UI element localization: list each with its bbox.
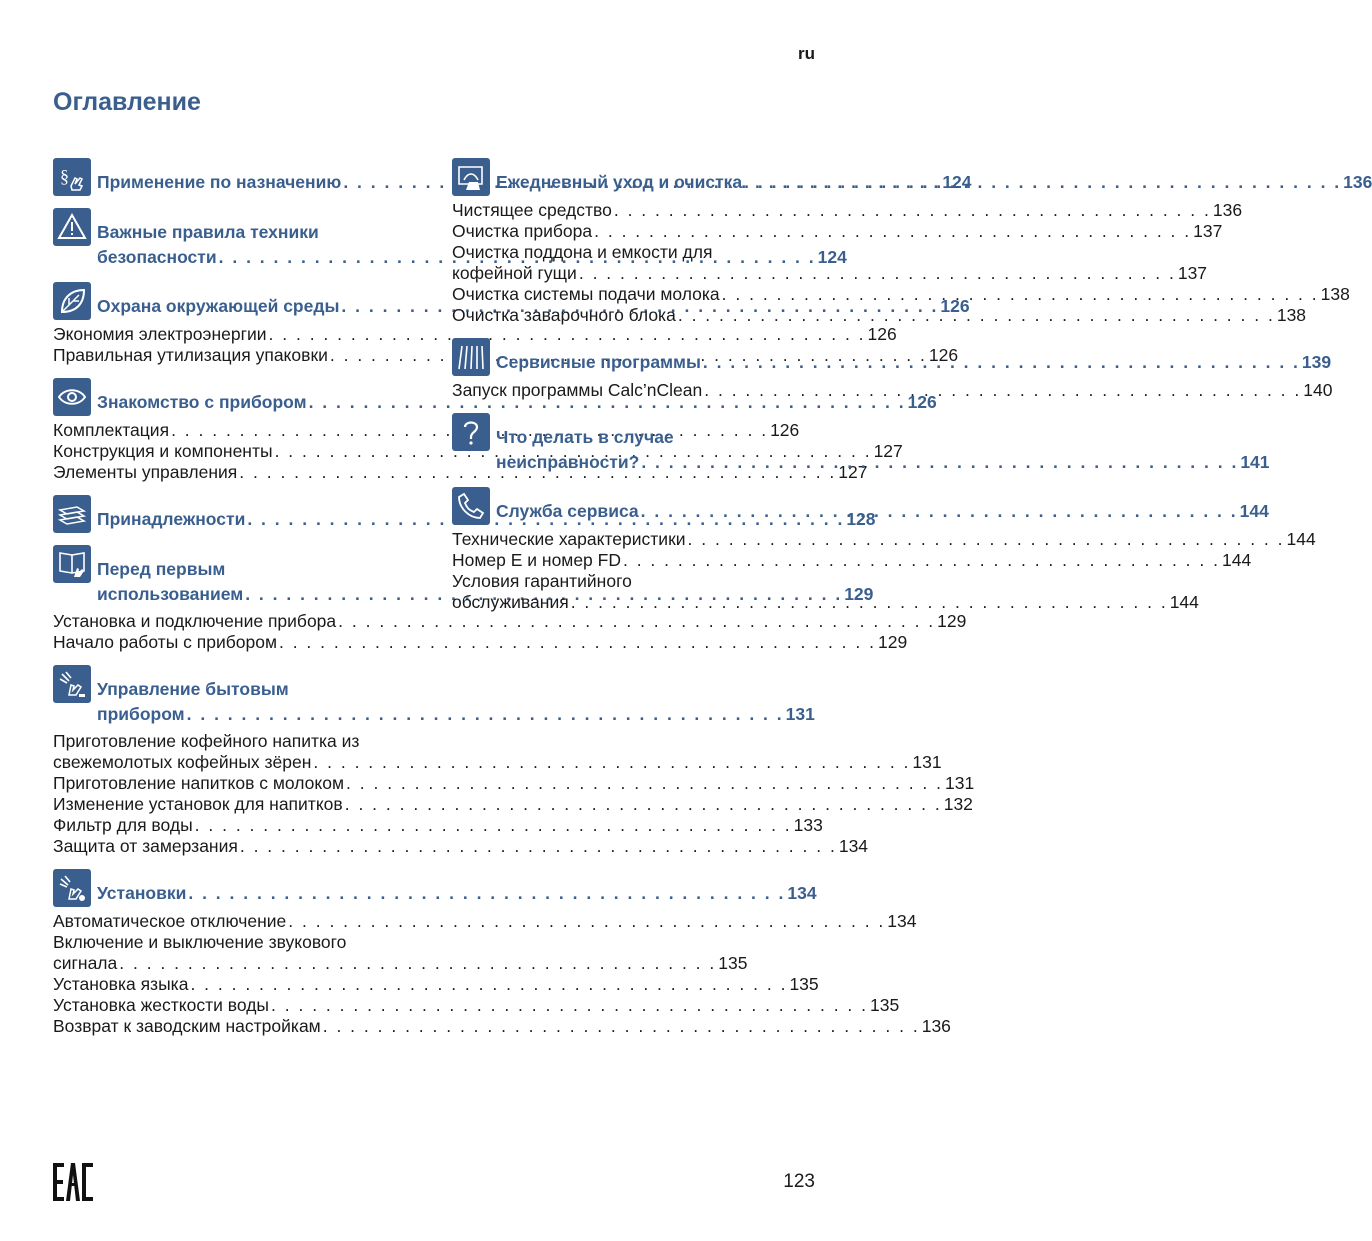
- dot-leader: [311, 752, 912, 773]
- section-page: 139: [1301, 352, 1332, 372]
- entry-page: 140: [1303, 380, 1333, 400]
- entry-page: 144: [1169, 592, 1199, 612]
- phone-icon: [452, 487, 490, 525]
- dot-leader: [343, 794, 944, 815]
- toc-entry[interactable]: [53, 1016, 951, 1037]
- entry-row: [452, 221, 1223, 242]
- dot-leader: [639, 450, 1240, 475]
- entry-row: [53, 953, 748, 974]
- toc-entry[interactable]: [53, 324, 897, 345]
- eac-mark-icon: [53, 1163, 93, 1201]
- entry-page: 135: [870, 995, 900, 1015]
- dot-leader: [639, 499, 1240, 524]
- dot-leader: [277, 632, 878, 653]
- warning-triangle-icon: [53, 208, 91, 246]
- entry-page: 144: [1286, 529, 1316, 549]
- section-page: 128: [846, 509, 876, 529]
- entry-text: Очистка заварочного блока: [452, 305, 676, 325]
- question-icon: [452, 413, 490, 451]
- toc-entry[interactable]: [452, 529, 1316, 550]
- entry-page: 129: [937, 611, 967, 631]
- section-title-text: Сервисные программы: [496, 352, 701, 372]
- language-code: ru: [798, 44, 815, 63]
- section-title-text: Охрана окружающей среды: [97, 296, 340, 316]
- toc-section: [53, 665, 975, 857]
- section-title-text: Применение по назначению: [97, 172, 342, 192]
- dot-leader: [238, 836, 839, 857]
- entry-text: Правильная утилизация упаковки: [53, 345, 328, 365]
- entry-text: Экономия электроэнергии: [53, 324, 267, 344]
- dot-leader: [569, 592, 1170, 613]
- dot-leader: [186, 881, 787, 906]
- entry-row: [53, 995, 900, 1016]
- section-title-row: [496, 170, 1372, 195]
- toc-entry[interactable]: [53, 611, 967, 632]
- entry-row: [452, 200, 1243, 221]
- section-title-line: Важные правила техники: [97, 222, 319, 242]
- entry-row: [452, 380, 1333, 401]
- page-title: Оглавление: [53, 88, 201, 116]
- section-title-row: [496, 499, 1269, 524]
- entry-row: [452, 263, 1208, 284]
- dot-leader: [577, 263, 1178, 284]
- entry-text: Комплектация: [53, 420, 170, 440]
- toc-entry[interactable]: [53, 911, 917, 932]
- dot-leader: [701, 350, 1302, 375]
- dot-leader: [612, 200, 1213, 221]
- entry-text: Установка языка: [53, 974, 189, 994]
- section-title: [496, 158, 1372, 195]
- hand-wipe-icon: [452, 158, 490, 196]
- entry-text: Технические характеристики: [452, 529, 686, 549]
- eye-icon: [53, 378, 91, 416]
- toc-entry[interactable]: [452, 221, 1223, 242]
- entry-row: [53, 815, 823, 836]
- entry-text: Установка жесткости воды: [53, 995, 270, 1015]
- section-page: 124: [942, 172, 972, 192]
- entry-row: [53, 974, 819, 995]
- section-title: [496, 487, 1269, 524]
- section-page: 124: [817, 247, 847, 267]
- service-streams-icon: [452, 338, 490, 376]
- dot-leader: [117, 953, 718, 974]
- toc-entry[interactable]: [53, 836, 869, 857]
- entry-page: 126: [928, 345, 959, 365]
- entry-text: Номер E и номер FD: [452, 550, 621, 570]
- toc-entry[interactable]: [53, 794, 973, 815]
- section-title-text: Установки: [97, 883, 187, 903]
- entry-text: Начало работы с прибором: [53, 632, 277, 652]
- entry-text-line: Приготовление кофейного напитка из: [53, 731, 360, 751]
- toc-entry[interactable]: [53, 773, 975, 794]
- toc-entry[interactable]: [53, 974, 819, 995]
- entry-text: Конструкция и компоненты: [53, 441, 273, 461]
- dot-leader: [269, 995, 870, 1016]
- section-title-line: Что делать в случае: [496, 427, 674, 447]
- entry-page: 144: [1221, 550, 1252, 570]
- entry-text: Элементы управления: [53, 462, 238, 482]
- dot-leader: [742, 170, 1343, 195]
- entry-page: 126: [867, 324, 897, 344]
- section-page: 129: [844, 584, 874, 604]
- entry-text: Защита от замерзания: [53, 836, 238, 856]
- entry-page: 127: [873, 441, 903, 461]
- leaf-icon: [53, 282, 91, 320]
- section-page: 141: [1240, 452, 1270, 472]
- section-title-text: неисправности?: [496, 452, 640, 472]
- entry-row: [53, 752, 942, 773]
- entry-row: [53, 632, 908, 653]
- section-title: [496, 338, 1331, 375]
- entry-text: кофейной гущи: [452, 263, 577, 283]
- page-number: 123: [783, 1171, 815, 1192]
- toc-section: [53, 869, 951, 1037]
- section-page: 126: [907, 392, 937, 412]
- entry-page: 133: [793, 815, 823, 835]
- entry-text: Приготовление напитков с молоком: [53, 773, 345, 793]
- entry-page: 137: [1177, 263, 1208, 283]
- toc-entry[interactable]: [452, 380, 1333, 401]
- dot-leader: [344, 773, 945, 794]
- entry-text: Установка и подключение прибора: [53, 611, 337, 631]
- dot-leader: [702, 380, 1303, 401]
- toc-entry[interactable]: [452, 284, 1350, 305]
- section-title-line: Управление бытовым: [97, 679, 289, 699]
- entry-text: Очистка системы подачи молока: [452, 284, 720, 304]
- entry-row: [53, 1016, 951, 1037]
- section-title-row: [496, 450, 1270, 475]
- section-title: [97, 869, 817, 906]
- section-heading[interactable]: [53, 665, 815, 727]
- entry-text: свежемолотых кофейных зёрен: [53, 752, 312, 772]
- toc-entry[interactable]: [53, 995, 900, 1016]
- dot-leader: [592, 221, 1193, 242]
- section-title-text: Ежедневный уход и очистка: [496, 172, 743, 192]
- section-title-row: [97, 881, 817, 906]
- entry-page: 136: [921, 1016, 951, 1036]
- dot-leader: [286, 911, 887, 932]
- entry-text: Фильтр для воды: [53, 815, 193, 835]
- dot-leader: [185, 702, 786, 727]
- section-title-text: Принадлежности: [97, 509, 246, 529]
- section-title-text: использованием: [97, 584, 244, 604]
- section-page: 126: [940, 296, 970, 316]
- entry-text: Автоматическое отключение: [53, 911, 287, 931]
- section-page: 134: [787, 883, 817, 903]
- entry-text-line: Условия гарантийного: [452, 571, 632, 591]
- section-title-row: [97, 702, 815, 727]
- entry-row: [53, 794, 973, 815]
- entry-page: 134: [838, 836, 869, 856]
- section-title-line: Перед первым: [97, 559, 226, 579]
- entry-row: [53, 611, 967, 632]
- stack-icon: [53, 495, 91, 533]
- entry-text: Возврат к заводским настройкам: [53, 1016, 321, 1036]
- toc-entry[interactable]: [452, 550, 1252, 571]
- dot-leader: [321, 1016, 922, 1037]
- entry-page: 138: [1320, 284, 1350, 304]
- entry-row: [53, 836, 869, 857]
- entry-page: 134: [887, 911, 917, 931]
- svg-text:§: §: [60, 166, 69, 186]
- entry-row: [53, 773, 975, 794]
- hand-operate-icon: [53, 665, 91, 703]
- dot-leader: [676, 305, 1277, 326]
- entry-page: 127: [838, 462, 868, 482]
- entry-page: 129: [877, 632, 908, 652]
- law-section-hand-icon: [53, 158, 91, 196]
- section-page: 136: [1343, 172, 1372, 192]
- entry-text: Чистящее средство: [452, 200, 612, 220]
- section-title-text: прибором: [97, 704, 185, 724]
- entry-text: Запуск программы Calc’nClean: [452, 380, 703, 400]
- dot-leader: [720, 284, 1321, 305]
- section-title-text: Знакомство с прибором: [97, 392, 307, 412]
- entry-page: 126: [770, 420, 800, 440]
- book-hand-icon: [53, 545, 91, 583]
- toc-entry[interactable]: [53, 632, 908, 653]
- section-title-row: [496, 350, 1331, 375]
- entry-text-line: Включение и выключение звукового: [53, 932, 347, 952]
- entry-text: Изменение установок для напитков: [53, 794, 343, 814]
- entry-row: [53, 911, 917, 932]
- toc-entry[interactable]: [452, 200, 1243, 221]
- entry-text: Очистка прибора: [452, 221, 593, 241]
- section-title: [496, 413, 1270, 475]
- toc-entry[interactable]: [53, 932, 748, 974]
- dot-leader: [686, 529, 1287, 550]
- entry-page: 131: [945, 773, 975, 793]
- entry-page: 131: [912, 752, 942, 772]
- section-page: 144: [1239, 501, 1269, 521]
- dot-leader: [193, 815, 794, 836]
- section-title-text: безопасности: [97, 247, 217, 267]
- hand-settings-icon: [53, 869, 91, 907]
- entry-page: 137: [1193, 221, 1223, 241]
- entry-page: 135: [718, 953, 748, 973]
- entry-row: [452, 284, 1350, 305]
- dot-leader: [621, 550, 1222, 571]
- section-title: [97, 665, 815, 727]
- entry-page: 136: [1212, 200, 1243, 220]
- entry-row: [452, 529, 1316, 550]
- entry-text: сигнала: [53, 953, 118, 973]
- toc-entry[interactable]: [53, 731, 942, 773]
- section-heading[interactable]: [53, 869, 817, 907]
- entry-row: [452, 550, 1252, 571]
- dot-leader: [188, 974, 789, 995]
- entry-row: [53, 324, 897, 345]
- toc-entry[interactable]: [53, 815, 823, 836]
- section-page: 131: [785, 704, 815, 724]
- entry-page: 132: [943, 794, 973, 814]
- section-title-text: Служба сервиса: [496, 501, 639, 521]
- entry-page: 138: [1276, 305, 1307, 325]
- entry-page: 135: [789, 974, 819, 994]
- entry-text-line: Очистка поддона и емкости для: [452, 242, 713, 262]
- entry-text: обслуживания: [452, 592, 569, 612]
